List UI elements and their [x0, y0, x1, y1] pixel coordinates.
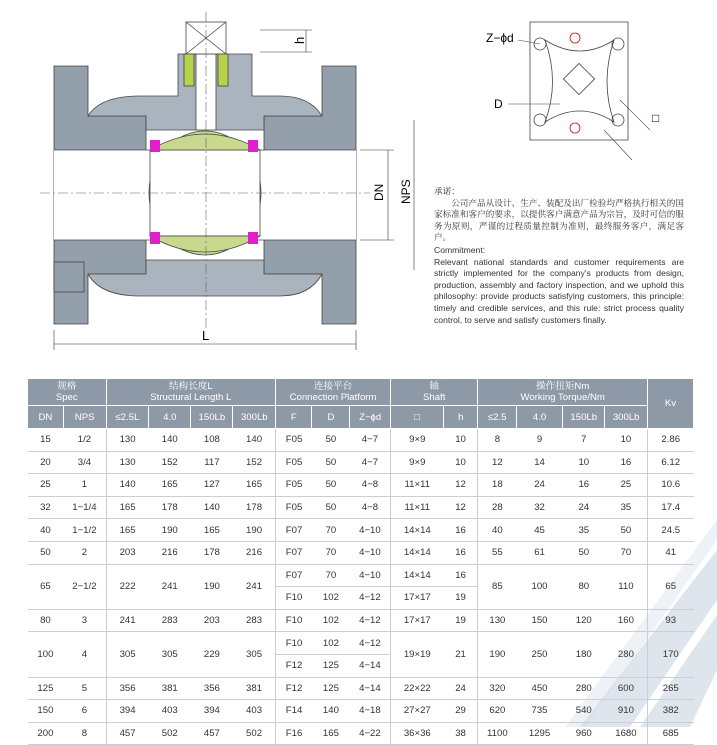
cell-t4: 25 [605, 474, 648, 497]
cell-f: F10 [276, 587, 312, 610]
cell-l3: 229 [191, 632, 233, 677]
cell-t4: 10 [605, 429, 648, 452]
cell-dn: 200 [28, 722, 64, 745]
cell-t1: 8 [478, 429, 516, 452]
cell-kv: 17.4 [648, 496, 694, 519]
cell-kv: 170 [648, 632, 694, 677]
group-torque: 操作扭矩Nm Working Torque/Nm [478, 379, 648, 406]
cell-sq: 14×14 [390, 519, 443, 542]
cell-nps: 5 [63, 677, 106, 700]
cell-l4: 178 [233, 496, 276, 519]
cell-nps: 3/4 [63, 451, 106, 474]
cell-h: 10 [444, 429, 478, 452]
cell-t4: 160 [605, 609, 648, 632]
cell-nps: 3 [63, 609, 106, 632]
label-zd: Z−ϕd [486, 31, 514, 45]
cell-l1: 140 [106, 474, 149, 497]
table-row [28, 632, 694, 655]
cell-f: F07 [276, 541, 312, 564]
cell-l4: 165 [233, 474, 276, 497]
cell-nps: 2 [63, 541, 106, 564]
cell-t2: 250 [516, 632, 562, 677]
cell-t1: 1100 [478, 722, 516, 745]
cell-l1: 241 [106, 609, 149, 632]
subheader-cell: NPS [63, 406, 106, 429]
cell-t3: 10 [563, 451, 605, 474]
cell-h: 12 [444, 474, 478, 497]
subheader-cell: □ [390, 406, 443, 429]
cell-l2: 283 [149, 609, 191, 632]
group-platform: 连接平台 Connection Platform [276, 379, 391, 406]
cell-t4: 110 [605, 564, 648, 609]
cell-l3: 178 [191, 541, 233, 564]
cell-f: F05 [276, 496, 312, 519]
subheader-cell: Z−ϕd [350, 406, 391, 429]
cell-dn: 100 [28, 632, 64, 677]
cell-f: F12 [276, 654, 312, 677]
cell-z: 4−10 [350, 519, 391, 542]
cell-f: F14 [276, 700, 312, 723]
subheader-cell: 300Lb [605, 406, 648, 429]
cell-z: 4−7 [350, 451, 391, 474]
subheader-cell: 300Lb [233, 406, 276, 429]
cell-z: 4−18 [350, 700, 391, 723]
cell-l2: 178 [149, 496, 191, 519]
cell-l4: 190 [233, 519, 276, 542]
cell-l4: 403 [233, 700, 276, 723]
cell-z: 4−7 [350, 429, 391, 452]
cell-h: 19 [444, 609, 478, 632]
cell-t1: 55 [478, 541, 516, 564]
cell-dn: 40 [28, 519, 64, 542]
cell-f: F05 [276, 429, 312, 452]
cell-t3: 24 [563, 496, 605, 519]
subheader-cell: ≤2.5 [478, 406, 516, 429]
commitment-zh-title: 承诺： [434, 186, 460, 196]
cell-h: 29 [444, 700, 478, 723]
cell-t3: 180 [563, 632, 605, 677]
cell-t4: 1680 [605, 722, 648, 745]
cell-l3: 140 [191, 496, 233, 519]
cell-kv: 65 [648, 564, 694, 609]
commitment-block [434, 186, 684, 326]
cell-t3: 35 [563, 519, 605, 542]
subheader-cell: 150Lb [191, 406, 233, 429]
cell-l1: 394 [106, 700, 149, 723]
cell-z: 4−12 [350, 632, 391, 655]
cell-t1: 28 [478, 496, 516, 519]
cell-h: 24 [444, 677, 478, 700]
table-row [28, 609, 694, 632]
cell-kv: 41 [648, 541, 694, 564]
cell-kv: 6.12 [648, 451, 694, 474]
cell-sq: 19×19 [390, 632, 443, 677]
cell-l3: 203 [191, 609, 233, 632]
cell-t4: 600 [605, 677, 648, 700]
cell-t1: 40 [478, 519, 516, 542]
cell-dn: 150 [28, 700, 64, 723]
cell-f: F05 [276, 451, 312, 474]
cell-d: 70 [312, 541, 350, 564]
cell-h: 16 [444, 564, 478, 587]
cell-l2: 403 [149, 700, 191, 723]
group-spec: 规格 Spec [28, 379, 107, 406]
cell-l3: 190 [191, 564, 233, 609]
subheader-cell: F [276, 406, 312, 429]
cell-nps: 1−1/2 [63, 519, 106, 542]
cell-l1: 130 [106, 429, 149, 452]
cell-l2: 165 [149, 474, 191, 497]
cell-z: 4−12 [350, 609, 391, 632]
cell-l4: 283 [233, 609, 276, 632]
cell-z: 4−12 [350, 587, 391, 610]
label-h: h [292, 36, 307, 44]
cell-f: F10 [276, 632, 312, 655]
cell-l2: 216 [149, 541, 191, 564]
cell-kv: 265 [648, 677, 694, 700]
cell-l1: 130 [106, 451, 149, 474]
cell-sq: 14×14 [390, 541, 443, 564]
cell-sq: 11×11 [390, 496, 443, 519]
cell-dn: 32 [28, 496, 64, 519]
group-shaft: 轴 Shaft [390, 379, 477, 406]
subheader-cell: 4.0 [149, 406, 191, 429]
subheader-cell: D [312, 406, 350, 429]
cell-z: 4−8 [350, 496, 391, 519]
commitment-en-body: Relevant national standards and customer requirements are strictly implemented for the company's products from design, production, assembly and factory inspection, and we uphold this philosophy: provide products satisfying customers, this principle: timely and credible services, and this rule: strict process quality control, to serve and satisfy customers finally. [434, 256, 684, 325]
cell-t3: 16 [563, 474, 605, 497]
cell-t2: 100 [516, 564, 562, 609]
cell-d: 70 [312, 519, 350, 542]
cell-l2: 190 [149, 519, 191, 542]
cell-nps: 6 [63, 700, 106, 723]
cell-l2: 305 [149, 632, 191, 677]
cell-z: 4−14 [350, 677, 391, 700]
label-square: □ [652, 111, 660, 125]
table-row [28, 677, 694, 700]
cell-d: 165 [312, 722, 350, 745]
cell-t2: 24 [516, 474, 562, 497]
cell-h: 16 [444, 519, 478, 542]
cell-kv: 10.6 [648, 474, 694, 497]
cell-nps: 8 [63, 722, 106, 745]
cell-l4: 152 [233, 451, 276, 474]
table-row [28, 564, 694, 587]
cell-dn: 50 [28, 541, 64, 564]
cell-t2: 450 [516, 677, 562, 700]
cell-t2: 45 [516, 519, 562, 542]
subheader-cell: 150Lb [563, 406, 605, 429]
cell-sq: 27×27 [390, 700, 443, 723]
cell-l4: 140 [233, 429, 276, 452]
flange-top-view [508, 22, 650, 160]
cell-l1: 457 [106, 722, 149, 745]
cell-t1: 320 [478, 677, 516, 700]
cell-dn: 15 [28, 429, 64, 452]
cell-t4: 910 [605, 700, 648, 723]
table-row [28, 519, 694, 542]
cell-t3: 540 [563, 700, 605, 723]
cell-z: 4−10 [350, 564, 391, 587]
table-row [28, 541, 694, 564]
cell-nps: 4 [63, 632, 106, 677]
cell-d: 140 [312, 700, 350, 723]
table-row [28, 722, 694, 745]
cell-l4: 216 [233, 541, 276, 564]
cell-l1: 203 [106, 541, 149, 564]
cell-t2: 150 [516, 609, 562, 632]
cell-l2: 502 [149, 722, 191, 745]
cell-t4: 280 [605, 632, 648, 677]
cell-kv: 2.86 [648, 429, 694, 452]
cell-sq: 36×36 [390, 722, 443, 745]
cell-z: 4−22 [350, 722, 391, 745]
cell-l3: 457 [191, 722, 233, 745]
cell-l1: 222 [106, 564, 149, 609]
cell-dn: 125 [28, 677, 64, 700]
cell-d: 125 [312, 654, 350, 677]
commitment-en-title: Commitment: [434, 244, 486, 255]
label-d: D [494, 97, 503, 111]
cell-t3: 120 [563, 609, 605, 632]
cell-t1: 130 [478, 609, 516, 632]
cell-sq: 14×14 [390, 564, 443, 587]
cell-t4: 70 [605, 541, 648, 564]
cell-l2: 381 [149, 677, 191, 700]
cell-h: 19 [444, 587, 478, 610]
cell-t2: 32 [516, 496, 562, 519]
cell-t1: 18 [478, 474, 516, 497]
cell-l4: 305 [233, 632, 276, 677]
table-row [28, 496, 694, 519]
cell-l4: 381 [233, 677, 276, 700]
cell-dn: 80 [28, 609, 64, 632]
cell-kv: 382 [648, 700, 694, 723]
cell-nps: 1/2 [63, 429, 106, 452]
label-dn: DN [372, 183, 386, 201]
group-length: 结构长度L Structural Length L [106, 379, 276, 406]
cell-h: 21 [444, 632, 478, 677]
cell-l1: 165 [106, 496, 149, 519]
cell-l2: 241 [149, 564, 191, 609]
cell-l4: 241 [233, 564, 276, 609]
cell-d: 102 [312, 609, 350, 632]
cell-t4: 50 [605, 519, 648, 542]
valve-cross-section [40, 12, 370, 330]
cell-t2: 61 [516, 541, 562, 564]
label-nps: NPS [399, 179, 413, 204]
cell-l3: 127 [191, 474, 233, 497]
group-kv: Kv [648, 379, 694, 429]
cell-t4: 16 [605, 451, 648, 474]
cell-l1: 305 [106, 632, 149, 677]
cell-kv: 24.5 [648, 519, 694, 542]
subheader-cell: ≤2.5L [106, 406, 149, 429]
table-row [28, 700, 694, 723]
cell-t1: 85 [478, 564, 516, 609]
cell-l3: 108 [191, 429, 233, 452]
cell-t3: 960 [563, 722, 605, 745]
cell-d: 125 [312, 677, 350, 700]
cell-h: 38 [444, 722, 478, 745]
cell-z: 4−8 [350, 474, 391, 497]
cell-nps: 2−1/2 [63, 564, 106, 609]
cell-l2: 140 [149, 429, 191, 452]
cell-d: 50 [312, 496, 350, 519]
cell-sq: 11×11 [390, 474, 443, 497]
cell-kv: 93 [648, 609, 694, 632]
label-l: L [202, 328, 210, 343]
cell-dn: 65 [28, 564, 64, 609]
cell-f: F12 [276, 677, 312, 700]
cell-sq: 17×17 [390, 609, 443, 632]
table-row [28, 429, 694, 452]
commitment-zh-body: 公司产品从设计、生产、装配及出厂检验均严格执行相关的国家标准和客户的要求，以提供客户满意产品为宗旨，及时可信的服务为原则，严谨的过程质量控制为准则，最终服务客户，满足客户。 [434, 197, 684, 243]
cell-l4: 502 [233, 722, 276, 745]
cell-sq: 17×17 [390, 587, 443, 610]
cell-dn: 25 [28, 474, 64, 497]
subheader-cell: h [444, 406, 478, 429]
cell-l1: 356 [106, 677, 149, 700]
cell-t3: 50 [563, 541, 605, 564]
subheader-cell: 4.0 [516, 406, 562, 429]
cell-nps: 1−1/4 [63, 496, 106, 519]
cell-z: 4−14 [350, 654, 391, 677]
cell-sq: 9×9 [390, 429, 443, 452]
cell-sq: 9×9 [390, 451, 443, 474]
cell-f: F07 [276, 519, 312, 542]
cell-t2: 1295 [516, 722, 562, 745]
cell-t1: 620 [478, 700, 516, 723]
cell-d: 102 [312, 587, 350, 610]
cell-h: 10 [444, 451, 478, 474]
cell-f: F07 [276, 564, 312, 587]
cell-sq: 22×22 [390, 677, 443, 700]
table-row [28, 474, 694, 497]
cell-d: 70 [312, 564, 350, 587]
cell-t3: 80 [563, 564, 605, 609]
spec-table [27, 378, 694, 745]
cell-kv: 685 [648, 722, 694, 745]
cell-t3: 280 [563, 677, 605, 700]
cell-d: 50 [312, 474, 350, 497]
cell-l1: 165 [106, 519, 149, 542]
cell-l3: 117 [191, 451, 233, 474]
cell-nps: 1 [63, 474, 106, 497]
cell-l3: 165 [191, 519, 233, 542]
table-row [28, 451, 694, 474]
cell-h: 16 [444, 541, 478, 564]
cell-d: 50 [312, 451, 350, 474]
cell-t4: 35 [605, 496, 648, 519]
cell-d: 50 [312, 429, 350, 452]
cell-z: 4−10 [350, 541, 391, 564]
cell-t2: 9 [516, 429, 562, 452]
cell-h: 12 [444, 496, 478, 519]
subheader-cell: DN [28, 406, 64, 429]
cell-t1: 12 [478, 451, 516, 474]
cell-dn: 20 [28, 451, 64, 474]
cell-l2: 152 [149, 451, 191, 474]
cell-t3: 7 [563, 429, 605, 452]
cell-t2: 735 [516, 700, 562, 723]
cell-t1: 190 [478, 632, 516, 677]
cell-l3: 394 [191, 700, 233, 723]
cell-t2: 14 [516, 451, 562, 474]
cell-f: F10 [276, 609, 312, 632]
cell-d: 102 [312, 632, 350, 655]
cell-f: F16 [276, 722, 312, 745]
cell-f: F05 [276, 474, 312, 497]
cell-l3: 356 [191, 677, 233, 700]
